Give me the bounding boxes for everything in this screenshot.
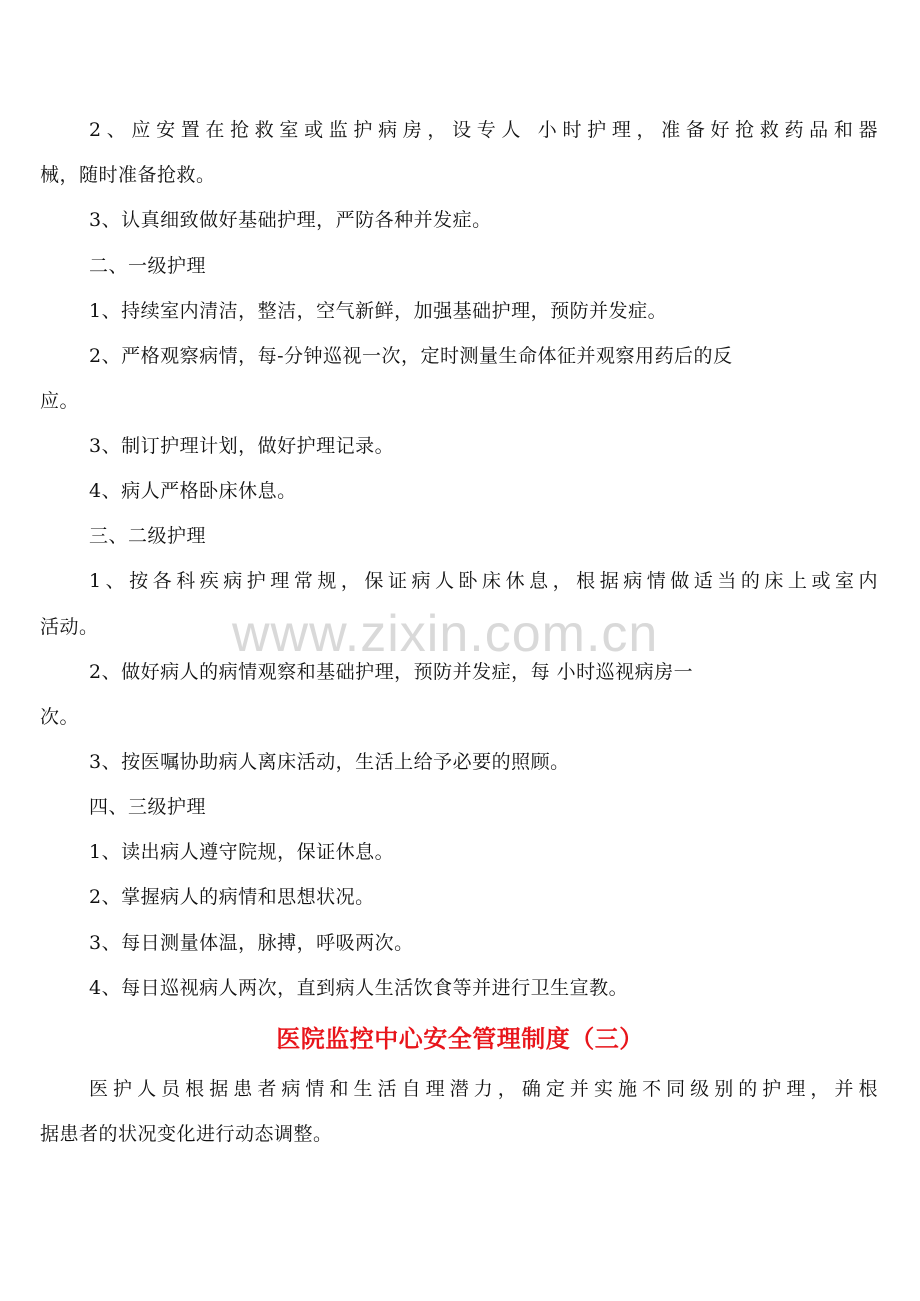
paragraph-line: 医护人员根据患者病情和生活自理潜力，确定并实施不同级别的护理，并根 — [89, 1078, 878, 1100]
paragraph-line: 1、读出病人遵守院规，保证休息。 — [89, 841, 395, 863]
paragraph-line: 2、严格观察病情，每-分钟巡视一次，定时测量生命体征并观察用药后的反 — [89, 345, 733, 367]
paragraph-line: 2、掌握病人的病情和思想状况。 — [89, 886, 375, 908]
paragraph-line: 3、每日测量体温，脉搏，呼吸两次。 — [89, 932, 414, 954]
paragraph-line: 2、应安置在抢救室或监护病房，设专人 小时护理，准备好抢救药品和器 — [89, 119, 878, 141]
paragraph-line: 械，随时准备抢救。 — [40, 164, 216, 186]
paragraph-line: 1、按各科疾病护理常规，保证病人卧床休息，根据病情做适当的床上或室内 — [89, 570, 878, 592]
paragraph-line: 3、按医嘱协助病人离床活动，生活上给予必要的照顾。 — [89, 751, 570, 773]
paragraph-line: 1、持续室内清洁，整洁，空气新鲜，加强基础护理，预防并发症。 — [89, 300, 668, 322]
section-title: 医院监控中心安全管理制度（三） — [276, 1024, 644, 1053]
paragraph-line: 4、每日巡视病人两次，直到病人生活饮食等并进行卫生宣教。 — [89, 977, 629, 999]
paragraph-line: 4、病人严格卧床休息。 — [89, 480, 297, 502]
paragraph-line: 据患者的状况变化进行动态调整。 — [40, 1123, 333, 1145]
paragraph-line: 3、认真细致做好基础护理，严防各种并发症。 — [89, 209, 492, 231]
paragraph-line: 应。 — [40, 390, 80, 412]
paragraph-line: 3、制订护理计划，做好护理记录。 — [89, 435, 395, 457]
section-heading: 四、三级护理 — [89, 796, 207, 818]
paragraph-line: 活动。 — [40, 616, 99, 638]
paragraph-line: 2、做好病人的病情观察和基础护理，预防并发症，每 小时巡视病房一 — [89, 661, 694, 683]
section-heading: 二、一级护理 — [89, 255, 207, 277]
watermark-text: www.zixin.com.cn — [232, 605, 659, 663]
section-heading: 三、二级护理 — [89, 525, 207, 547]
paragraph-line: 次。 — [40, 706, 80, 728]
